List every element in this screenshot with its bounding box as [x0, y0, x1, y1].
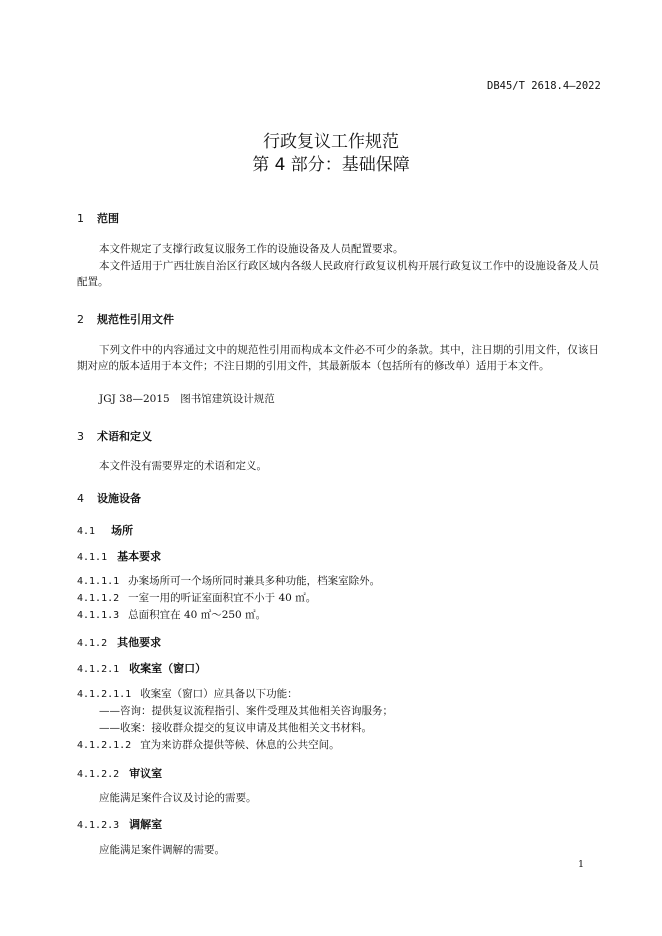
- clause-number: 4.1.1.3: [77, 610, 120, 621]
- subsection-heading: [77, 634, 161, 650]
- section-number: 1: [77, 212, 84, 225]
- clause: [77, 686, 298, 703]
- subsection-number: 4.1.1: [77, 552, 108, 563]
- document-code: DB45/T 2618.4—2022: [487, 80, 601, 92]
- subsection-title: 收案室（窗口）: [129, 662, 207, 675]
- section-heading: [77, 490, 141, 506]
- document-title: 行政复议工作规范: [263, 132, 399, 152]
- paragraph: 本文件规定了支撑行政复议服务工作的设施设备及人员配置要求。: [99, 243, 404, 255]
- section-heading: [77, 428, 152, 444]
- document-subtitle: 第 4 部分：基础保障: [252, 155, 410, 175]
- section-title: 规范性引用文件: [97, 313, 174, 326]
- clause-number: 4.1.2.1.1: [77, 689, 132, 700]
- section-number: 3: [77, 430, 84, 443]
- clause-text: 收案室（窗口）应具备以下功能：: [140, 688, 298, 700]
- clause-text: 办案场所可一个场所同时兼具多种功能，档案室除外。: [128, 575, 381, 587]
- clause-text: 宜为来访群众提供等候、休息的公共空间。: [140, 739, 340, 751]
- section-number: 4: [77, 492, 84, 505]
- paragraph: 本文件适用于广西壮族自治区行政区域内各级人民政府行政复议机构开展行政复议工作中的设施设备及人员配置。: [77, 260, 599, 288]
- clause: [77, 573, 380, 590]
- clause: [77, 607, 266, 624]
- normative-reference: JGJ 38—2015 图书馆建筑设计规范: [99, 393, 275, 405]
- subsection-title: 调解室: [129, 818, 163, 831]
- clause-number: 4.1.1.2: [77, 593, 120, 604]
- paragraph: 应能满足案件合议及讨论的需要。: [99, 792, 257, 804]
- clause-text: 总面积宜在 40 ㎡～250 ㎡。: [128, 609, 267, 621]
- subsection-title: 基本要求: [117, 550, 162, 563]
- clause-number: 4.1.2.1.2: [77, 740, 132, 751]
- subsection-title: 审议室: [129, 767, 163, 780]
- section-heading: [77, 210, 119, 226]
- subsection-heading: [77, 660, 206, 676]
- subsection-heading: [77, 522, 133, 538]
- section-heading: [77, 311, 174, 327]
- page-number: 1: [578, 859, 585, 870]
- clause: [77, 737, 340, 754]
- clause-text: 一室一用的听证室面积宜不小于 40 ㎡。: [128, 592, 317, 604]
- subsection-number: 4.1.2: [77, 638, 108, 649]
- list-item: ——咨询：提供复议流程指引、案件受理及其他相关咨询服务；: [99, 705, 393, 717]
- section-title: 设施设备: [97, 492, 141, 505]
- paragraph: 应能满足案件调解的需要。: [99, 844, 225, 856]
- subsection-number: 4.1.2.2: [77, 769, 120, 780]
- subsection-number: 4.1.2.1: [77, 664, 120, 675]
- subsection-title: 场所: [111, 524, 134, 537]
- section-title: 术语和定义: [97, 430, 152, 443]
- section-title: 范围: [97, 212, 119, 225]
- subsection-title: 其他要求: [117, 636, 162, 649]
- subsection-number: 4.1: [77, 526, 96, 537]
- list-item: ——收案：接收群众提交的复议申请及其他相关文书材料。: [99, 722, 372, 734]
- paragraph: 本文件没有需要界定的术语和定义。: [99, 460, 267, 472]
- section-number: 2: [77, 313, 84, 326]
- subsection-number: 4.1.2.3: [77, 820, 120, 831]
- clause-number: 4.1.1.1: [77, 576, 120, 587]
- subsection-heading: [77, 816, 162, 832]
- clause: [77, 590, 316, 607]
- subsection-heading: [77, 765, 162, 781]
- paragraph: 下列文件中的内容通过文中的规范性引用而构成本文件必不可少的条款。其中，注日期的引用文件，仅该日期对应的版本适用于本文件；不注日期的引用文件，其最新版本（包括所有的修改单）适用于本文件。: [77, 344, 599, 372]
- subsection-heading: [77, 548, 161, 564]
